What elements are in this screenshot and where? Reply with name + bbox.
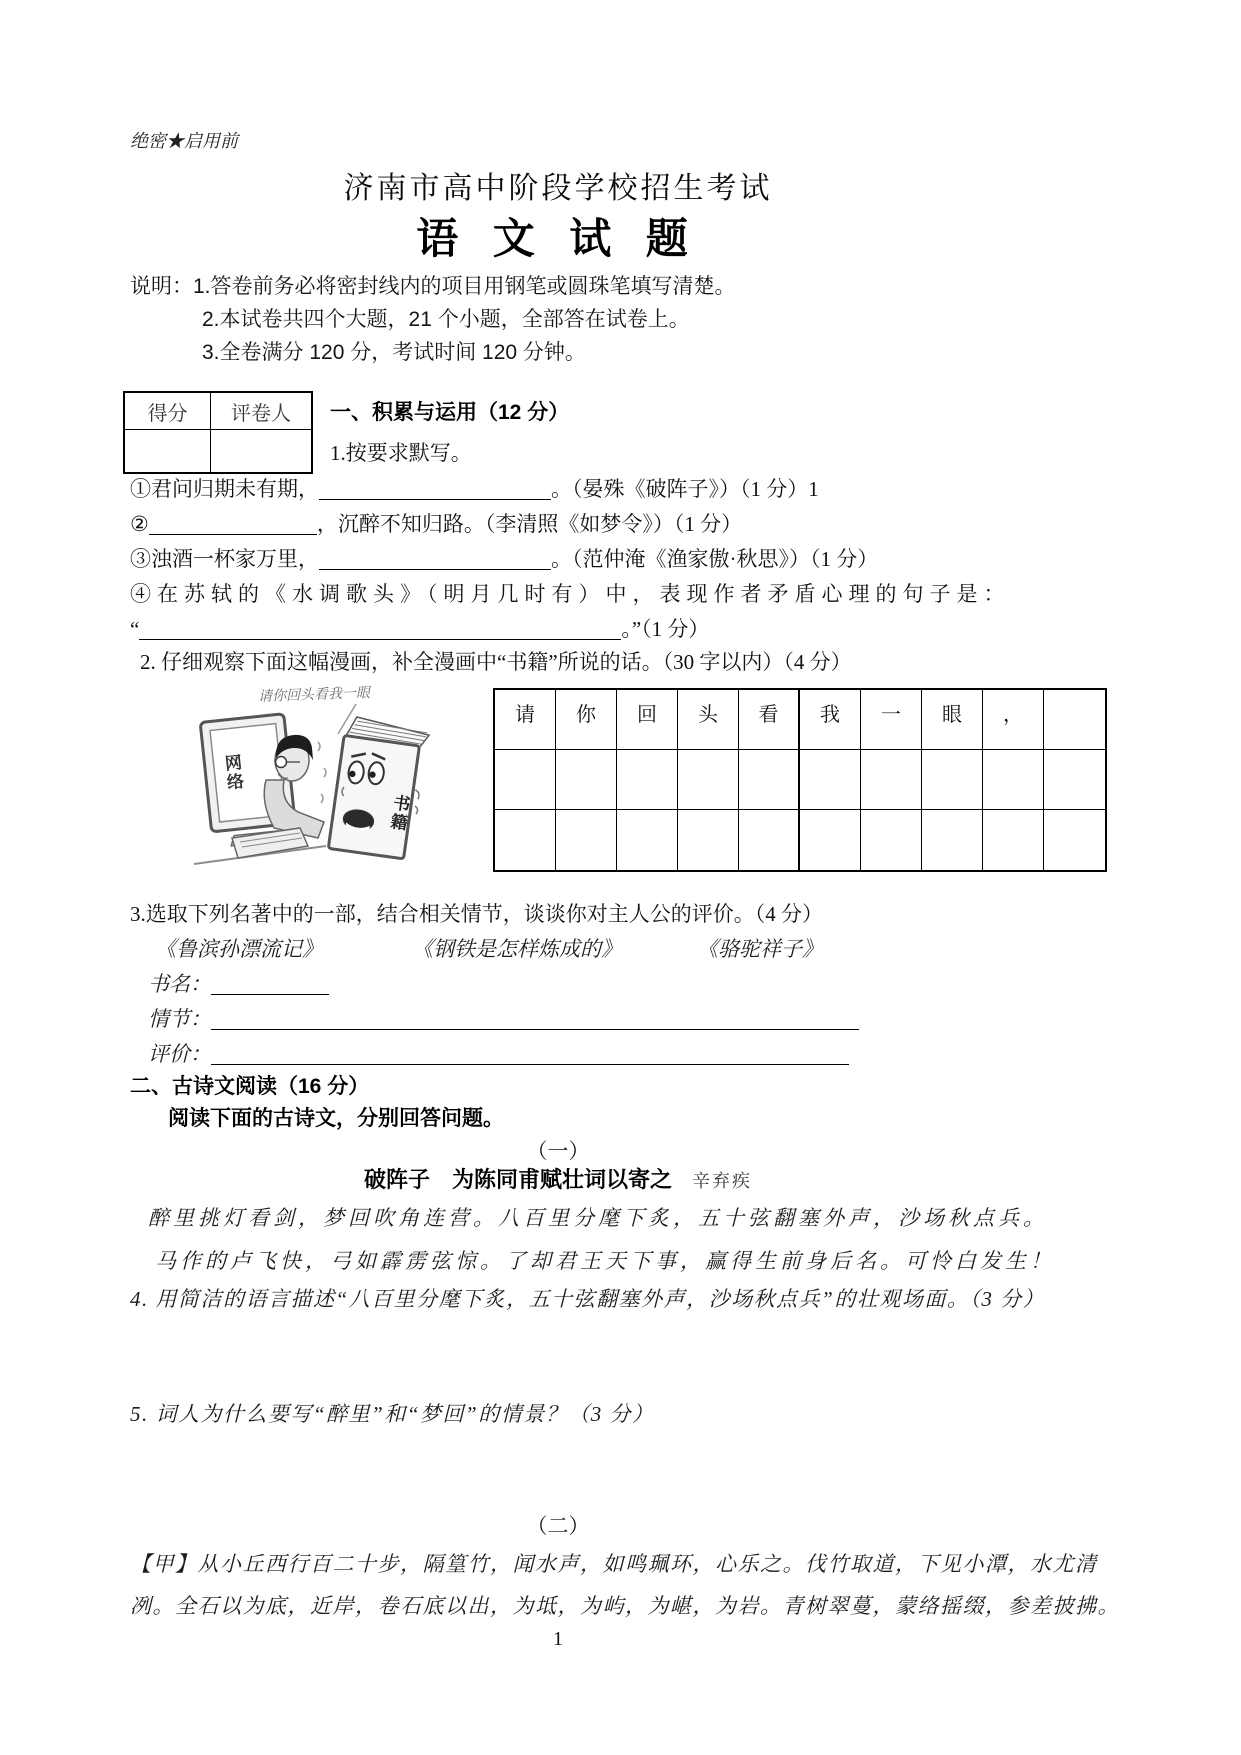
page-number: 1 (553, 1628, 563, 1650)
cartoon-speech-text: 请你回头看我一眼 (257, 686, 371, 705)
grid-cell: 我 (800, 690, 861, 750)
answer-line-bookname (148, 968, 329, 998)
grid-cell: 看 (739, 690, 800, 750)
dictation-item-1-pre: ①君问归期未有期， (130, 477, 319, 501)
part-one-label: （一） (526, 1139, 590, 1163)
dictation-item-1-blank (319, 478, 551, 500)
bookname-blank (211, 973, 329, 995)
instructions (130, 270, 736, 369)
grid-cell (617, 750, 678, 810)
grid-cell (1044, 690, 1105, 750)
answer-line-plot (148, 1003, 859, 1033)
grid-cell (739, 810, 800, 870)
grid-cell (861, 750, 922, 810)
section-two-intro: 阅读下面的古诗文，分别回答问题。 (168, 1107, 504, 1130)
exam-title: 济南市高中阶段学校招生考试 (343, 172, 773, 205)
grid-cell (556, 810, 617, 870)
score-label: 得分 (125, 393, 211, 430)
dictation-item-2-blank (149, 513, 317, 535)
grader-entry-cell (211, 430, 311, 472)
dictation-item-3 (130, 543, 878, 573)
score-entry-cell (125, 430, 211, 472)
question-3: 3.选取下列名著中的一部，结合相关情节，谈谈你对主人公的评价。（4 分） (130, 902, 823, 926)
section-two-heading: 二、古诗文阅读（16 分） (130, 1075, 370, 1098)
grid-cell (800, 810, 861, 870)
eval-blank (211, 1043, 849, 1065)
dictation-item-4-quote-close: 。”（1 分） (621, 617, 710, 641)
score-box-header-row (125, 393, 311, 430)
plot-label: 情节： (148, 1007, 211, 1031)
dictation-item-1-post: 。（晏殊《破阵子》）（1 分）1 (551, 477, 819, 501)
question-5: 5. 词人为什么要写“醉里”和“梦回”的情景？（3 分） (130, 1402, 655, 1426)
eval-label: 评价： (148, 1042, 211, 1066)
passage-jia-line-1: 【甲】从小丘西行百二十步，隔篁竹，闻水声，如鸣珮环，心乐之。伐竹取道，下见小潭，水尤清 (130, 1552, 1098, 1576)
dictation-item-3-blank (319, 548, 551, 570)
poem-line-1: 醉里挑灯看剑，梦回吹角连营。八百里分麾下炙，五十弦翻塞外声，沙场秋点兵。 (148, 1206, 1048, 1230)
grid-cell (922, 810, 983, 870)
grid-cell (1044, 750, 1105, 810)
dictation-item-4-line1: ④在苏轼的《水调歌头》（明月几时有）中，表现作者矛盾心理的句子是： (130, 582, 1011, 606)
dictation-item-2-post: ，沉醉不知归路。（李清照《如梦令》）（1 分） (316, 512, 743, 536)
poem-author: 辛弃疾 (692, 1171, 752, 1191)
grid-cell (678, 750, 739, 810)
grid-cell: 头 (678, 690, 739, 750)
cartoon-illustration (188, 676, 432, 876)
instruction-line-2: 2.本试卷共四个大题，21 个小题，全部答在试卷上。 (202, 308, 690, 331)
dictation-item-3-pre: ③浊酒一杯家万里， (130, 547, 319, 571)
section-one-heading: 一、积累与运用（12 分） (330, 401, 570, 424)
dictation-item-4-quote-open: “ (130, 617, 140, 641)
dictation-item-4-line2 (130, 613, 709, 643)
grid-cell (495, 750, 556, 810)
dictation-item-2-pre: ② (130, 512, 149, 536)
subject-title-row (0, 206, 1116, 266)
grid-cell: ， (983, 690, 1044, 750)
grid-cell (861, 810, 922, 870)
grid-cell (983, 810, 1044, 870)
grid-row (495, 690, 1105, 750)
grid-cell: 回 (617, 690, 678, 750)
monitor-label: 网络 (221, 753, 244, 793)
grid-cell (617, 810, 678, 870)
grid-row (495, 810, 1105, 870)
dictation-item-1 (130, 473, 819, 503)
plot-blank (211, 1008, 859, 1030)
grid-cell (800, 750, 861, 810)
grid-cell (678, 810, 739, 870)
score-box (123, 391, 313, 474)
instruction-line-3: 3.全卷满分 120 分，考试时间 120 分钟。 (202, 341, 586, 364)
grid-cell (983, 750, 1044, 810)
book-label: 书籍 (386, 792, 411, 834)
dictation-item-4-blank (139, 618, 621, 640)
book-character-icon (328, 716, 430, 860)
grid-cell: 你 (556, 690, 617, 750)
answer-grid (493, 688, 1107, 872)
passage-jia-line-2: 冽。全石以为底，近岸，卷石底以出，为坻，为屿，为嵁，为岩。青树翠蔓，蒙络摇缀，参差披拂。 (130, 1594, 1120, 1618)
q1-intro: 1.按要求默写。 (330, 441, 472, 465)
poem-title: 破阵子 为陈同甫赋壮词以寄之 (363, 1167, 672, 1192)
book-option-1: 《鲁滨孙漂流记》 (155, 937, 323, 961)
grid-cell: 请 (495, 690, 556, 750)
sweat-marks-icon (318, 742, 326, 803)
bookname-label: 书名： (148, 972, 211, 996)
answer-line-eval (148, 1038, 849, 1068)
classification-label: 绝密★启用前 (130, 131, 238, 151)
poem-line-2: 马作的卢飞快，弓如霹雳弦惊。了却君王天下事，赢得生前身后名。可怜白发生！ (155, 1249, 1055, 1273)
dictation-item-3-post: 。（范仲淹《渔家傲·秋思》）（1 分） (551, 547, 879, 571)
part-two-label: （二） (526, 1514, 590, 1538)
dictation-item-2 (130, 508, 742, 538)
question-2: 2. 仔细观察下面这幅漫画，补全漫画中“书籍”所说的话。（30 字以内）（4 分） (140, 650, 852, 674)
grid-cell: 一 (861, 690, 922, 750)
question-4: 4. 用简洁的语言描述“八百里分麾下炙，五十弦翻塞外声，沙场秋点兵”的壮观场面。（3 分） (130, 1287, 1046, 1311)
book-option-3: 《骆驼祥子》 (697, 937, 823, 961)
grid-cell (1044, 810, 1105, 870)
book-option-2: 《钢铁是怎样炼成的》 (412, 937, 622, 961)
poem-title-row (0, 1163, 1116, 1194)
score-box-blank-row (125, 430, 311, 472)
grid-cell (556, 750, 617, 810)
grid-cell (495, 810, 556, 870)
grid-cell: 眼 (922, 690, 983, 750)
grid-cell (739, 750, 800, 810)
instruction-line-1: 说明：1.答卷前务必将密封线内的项目用钢笔或圆珠笔填写清楚。 (130, 275, 736, 298)
grid-row (495, 750, 1105, 810)
grid-cell (922, 750, 983, 810)
grader-label: 评卷人 (211, 393, 311, 430)
subject-title: 语 文 试 题 (416, 217, 700, 263)
exam-title-row (0, 163, 1116, 207)
